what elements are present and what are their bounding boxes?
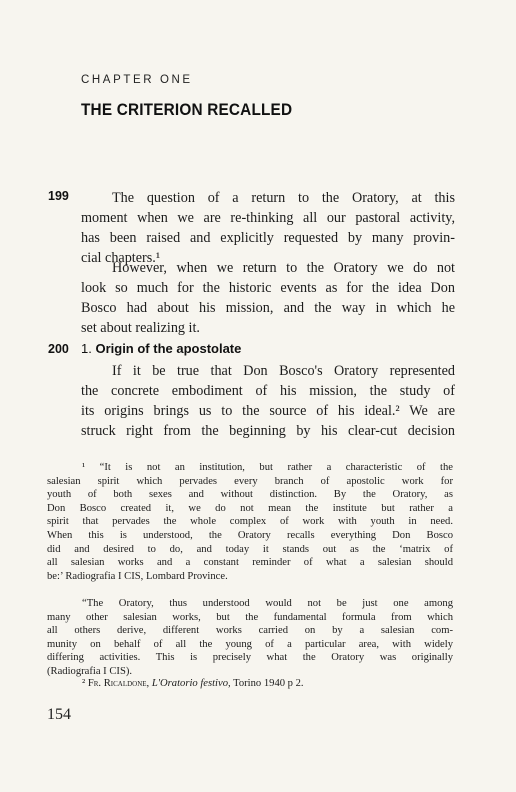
footnote-line: “The Oratory, thus understood would not be just one among [82,598,453,609]
footnote-publication: Torino 1940 p 2. [233,678,304,689]
text-line: However, when we return to the Oratory we do not [112,260,455,276]
footnote-line: When this is understood, the Oratory recalls everything Don Bosco [47,529,453,541]
text-line: If it be true that Don Bosco's Oratory represented [112,363,455,379]
footnote-2 [47,677,453,691]
footnote-work-title: L'Oratorio festivo, [151,678,231,689]
footnote-line: salesian spirit which pervades every branch of apostolic work for [47,475,453,487]
footnote-line: all others derive, different works carried on by a salesian com- [47,625,453,637]
footnote-line: did and desired to do, and today it stands out as the ‘matrix of [47,543,453,555]
section-title: Origin of the apostolate [95,341,242,356]
text-line: The question of a return to the Oratory, at this [112,190,455,206]
text-line: struck right from the beginning by his clear-cut decision [81,423,455,439]
text-line: Bosco had about his mission, and the way in which he [81,300,455,316]
footnote-marker: ² [82,678,86,689]
text-line: has been raised and explicitly requested by many provin- [81,230,455,246]
chapter-label: CHAPTER ONE [81,74,193,86]
text-line: its origins brings us to the source of his ideal.² We are [81,403,455,419]
margin-number: 199 [48,189,69,203]
footnote-line: (Radiografia I CIS). [47,665,133,677]
footnote-line: munity on behalf of all the young of a particular area, with widely [47,638,453,650]
footnote-1-continued [47,597,453,679]
footnote-line: be:’ Radiografia I CIS, Lombard Province. [47,570,228,582]
margin-number: 200 [48,342,69,356]
text-line: look so much for the historic events as for the idea Don [81,280,455,296]
text-line: the concrete embodiment of his mission, the study of [81,383,455,399]
section-number: 1. [81,341,92,356]
footnote-line: many other salesian works, but the fundamental formula from which [47,611,453,623]
text-line: set about realizing it. [81,320,200,336]
footnote-line [47,677,453,691]
footnote-line: all salesian works and a constant reminder of what a salesian should [47,557,453,569]
footnote-line: Don Bosco created it, we do not mean the institute but rather a [47,502,453,514]
paragraph [81,258,455,338]
footnote-line: differing activities. This is precisely what the Oratory was originally [47,652,453,664]
text-line: moment when we are re-thinking all our pastoral activity, [81,210,455,226]
paragraph [81,188,455,268]
footnote-line: spirit that pervades the whole complex of work with youth in need. [47,516,453,528]
page-number: 154 [47,706,71,723]
footnote-line: youth of both sexes and without distinction. By the Oratory, as [47,489,453,501]
footnote-line: ¹ “It is not an institution, but rather a characteristic of the [82,462,453,473]
text-line: cial chapters.¹ [81,250,161,266]
footnote-1 [47,461,453,583]
section-heading [81,341,241,356]
paragraph [81,361,455,441]
footnote-author: Fr. Ricaldone, [87,678,150,689]
chapter-title: THE CRITERION RECALLED [81,101,293,119]
